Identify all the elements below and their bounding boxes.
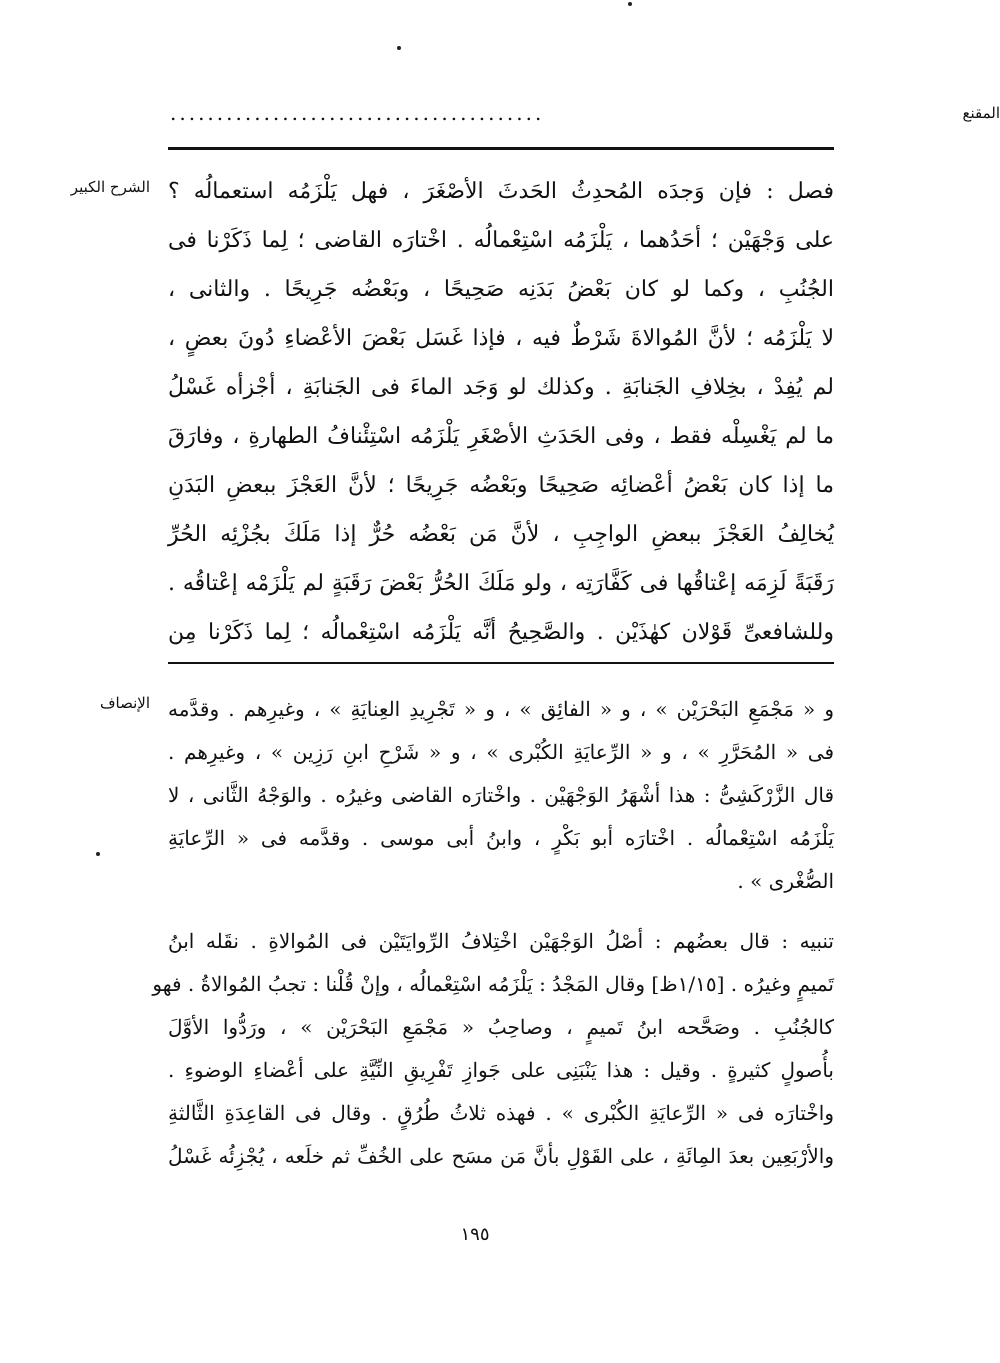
text-line: الجُنُبِ ، وكما لو كان بَعْضُ بَدَنِه صَحِيحًا ، وبَعْضُه جَرِيحًا . والثانى ، (168, 277, 834, 302)
book-title: المقنع (962, 104, 1000, 122)
text-line: فى « المُحَرَّرِ » ، و « الرِّعايَةِ الكُبْرى » ، و « شَرْحِ ابنِ رَزِين » ، وغيرِهم . (168, 740, 834, 764)
text-line: فصل : فإن وَجدَه المُحدِثُ الحَدثَ الأصْغَرَ ، فهل يَلْزَمُه استعمالُه ؟ (168, 179, 834, 204)
scan-speck (628, 2, 632, 6)
text-line: لا يَلْزَمُه ؛ لأنَّ المُوالاةَ شَرْطٌ فيه ، فإذا غَسَل بَعْضَ الأعْضاءِ دُونَ بعضٍ ، (168, 326, 834, 351)
text-line: كالجُنُبِ . وصَحَّحه ابنُ تَميمٍ ، وصاحِبُ « مَجْمَعِ البَحْرَيْن » ، ورَدُّوا الأوَّلَ (168, 1015, 834, 1039)
text-line: لم يُفِدْ ، بخِلافِ الجَنابَةِ . وكذلك لو وَجَد الماءَ فى الجَنابَةِ ، أجْزأه غَسْلُ (168, 375, 834, 400)
tanbih-text-block (152, 920, 834, 1178)
text-line: واخْتارَه فى « الرِّعايَةِ الكُبْرى » . فهذه ثلاثُ طُرُقٍ . وقال فى القاعِدَةِ الثَّالثةِ (168, 1101, 834, 1125)
text-line: بأُصولٍ كثيرةٍ . وقيل : هذا يَنْبَنِى على جَوازِ تَفْرِيقِ النِّيَّةِ على أعْضاءِ الوضوءِ . (168, 1058, 834, 1082)
header-dot-leader: ........................................ (170, 101, 545, 125)
scan-speck (397, 46, 401, 50)
side-label-sharh: الشرح الكبير (70, 178, 150, 196)
scan-speck (96, 852, 100, 856)
text-line: قال الزَّرْكَشِىُّ : هذا أشْهَرُ الوَجْهَيْن . واخْتارَه القاضى وغيرُه . والوَجْهُ الثَّانى ، لا (168, 783, 834, 807)
text-line: يَلْزَمُه اسْتِعْمالُه . اخْتارَه أبو بَكْرٍ ، وابنُ أبى موسى . وقدَّمه فى « الرِّعايَةِ (168, 826, 834, 850)
text-line: تَميمٍ وغيرُه . [١/١٥ظ] وقال المَجْدُ : يَلْزَمُه اسْتِعْمالُه ، وإنْ قُلْنا : تجبُ المُوالاةُ . فهو (152, 972, 834, 996)
section-divider (168, 662, 834, 664)
text-line: تنبيه : قال بعضُهم : أصْلُ الوَجْهَيْن اخْتِلافُ الرِّوايَتَيْن فى المُوالاةِ . نقَله ابنُ (168, 929, 834, 953)
text-line: والأرْبَعِين بعدَ المِائَةِ ، على القَوْلِ بأنَّ مَن مسَح على الخُفِّ ثم خلَعه ، يُجْزِئُه غَسْلُ (168, 1144, 834, 1168)
side-label-insaf: الإنصاف (99, 694, 150, 712)
header-rule (168, 147, 834, 150)
insaf-text-block (168, 688, 834, 903)
sharh-text-block (168, 167, 834, 657)
text-line: رَقَبَةً لَزِمَه إعْتاقُها فى كَفَّارَتِه ، ولو مَلَكَ الحُرُّ بَعْضَ رَقَبَةٍ لم يَلْزَمْه إعْتاقُه . (168, 571, 834, 596)
text-line: ما لم يَغْسِلْه فقط ، وفى الحَدَثِ الأصْغَرِ يَلْزَمُه اسْتِئْنافُ الطهارةِ ، وفارَقَ (168, 424, 834, 449)
text-line: يُخالِفُ العَجْزَ ببعضِ الواجِبِ ، لأنَّ مَن بَعْضُه حُرٌّ إذا مَلَكَ بجُزْئِه الحُرِّ (168, 522, 834, 547)
text-line: وللشافعىِّ قَوْلان كهٰذَيْن . والصَّحِيحُ أنَّه يَلْزَمُه اسْتِعْمالُه ؛ لِما ذَكَرْنا مِن (168, 620, 834, 645)
text-line: ما إذا كان بَعْضُ أعْضائِه صَحِيحًا وبَعْضُه جَرِيحًا ؛ لأنَّ العَجْزَ ببعضِ البَدَنِ (168, 473, 834, 498)
text-line: و « مَجْمَعِ البَحْرَيْن » ، و « الفائِق » ، و « تَجْرِيدِ العِنايَةِ » ، وغيرِهم . وقدَّمه (168, 697, 834, 721)
text-line: على وَجْهَيْن ؛ أحَدُهما ، يَلْزَمُه اسْتِعْمالُه . اخْتارَه القاضى ؛ لِما ذَكَرْنا فى (168, 228, 834, 253)
running-header (160, 101, 1000, 136)
text-line: الصُّغْرى » . (737, 869, 834, 893)
page-number: ١٩٥ (460, 1224, 490, 1245)
